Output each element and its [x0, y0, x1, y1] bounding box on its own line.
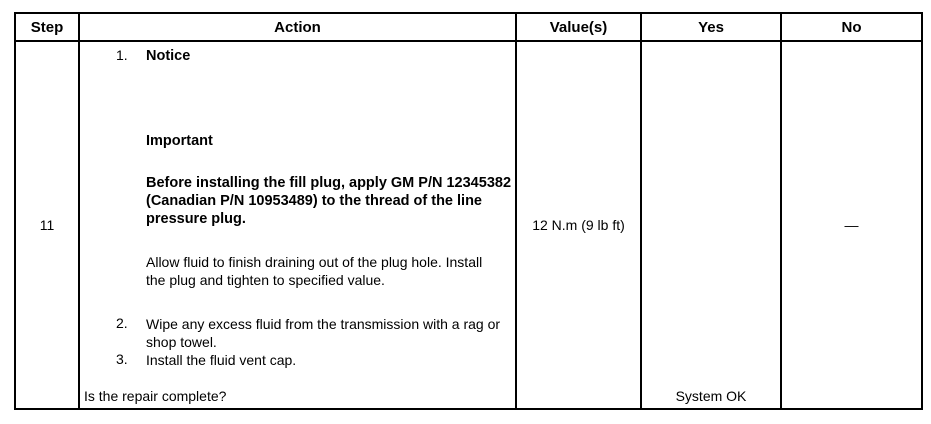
notice-heading: Notice: [146, 48, 191, 64]
item-1-number: 1.: [116, 47, 128, 63]
header-row: [15, 13, 922, 41]
item-3-number: 3.: [116, 351, 128, 367]
item-3-text: Install the fluid vent cap.: [146, 352, 297, 368]
item-2-number: 2.: [116, 315, 128, 331]
repair-question: Is the repair complete?: [84, 388, 227, 404]
value-cell: 12 N.m (9 lb ft): [516, 41, 641, 409]
procedure-table: [14, 12, 923, 410]
header-step: Step: [15, 13, 79, 41]
instruction-text: Allow fluid to finish draining out of the plug hole. Install the plug and tighten to specified value.: [146, 254, 483, 288]
header-values: Value(s): [516, 13, 641, 41]
yes-result: System OK: [675, 388, 747, 404]
header-no: No: [781, 13, 922, 41]
step-number: 11: [15, 41, 79, 409]
important-heading: Important: [146, 133, 213, 149]
header-action: Action: [79, 13, 516, 41]
header-yes: Yes: [641, 13, 781, 41]
important-text: Before installing the fill plug, apply GM P/N 12345382 (Canadian P/N 10953489) to the thread of the line pressure plug.: [146, 175, 512, 227]
no-cell: —: [781, 41, 922, 409]
item-2-text: Wipe any excess fluid from the transmission with a rag or shop towel.: [146, 316, 501, 350]
table-row: [15, 41, 922, 409]
action-cell: [79, 41, 516, 409]
yes-cell: [641, 41, 781, 409]
